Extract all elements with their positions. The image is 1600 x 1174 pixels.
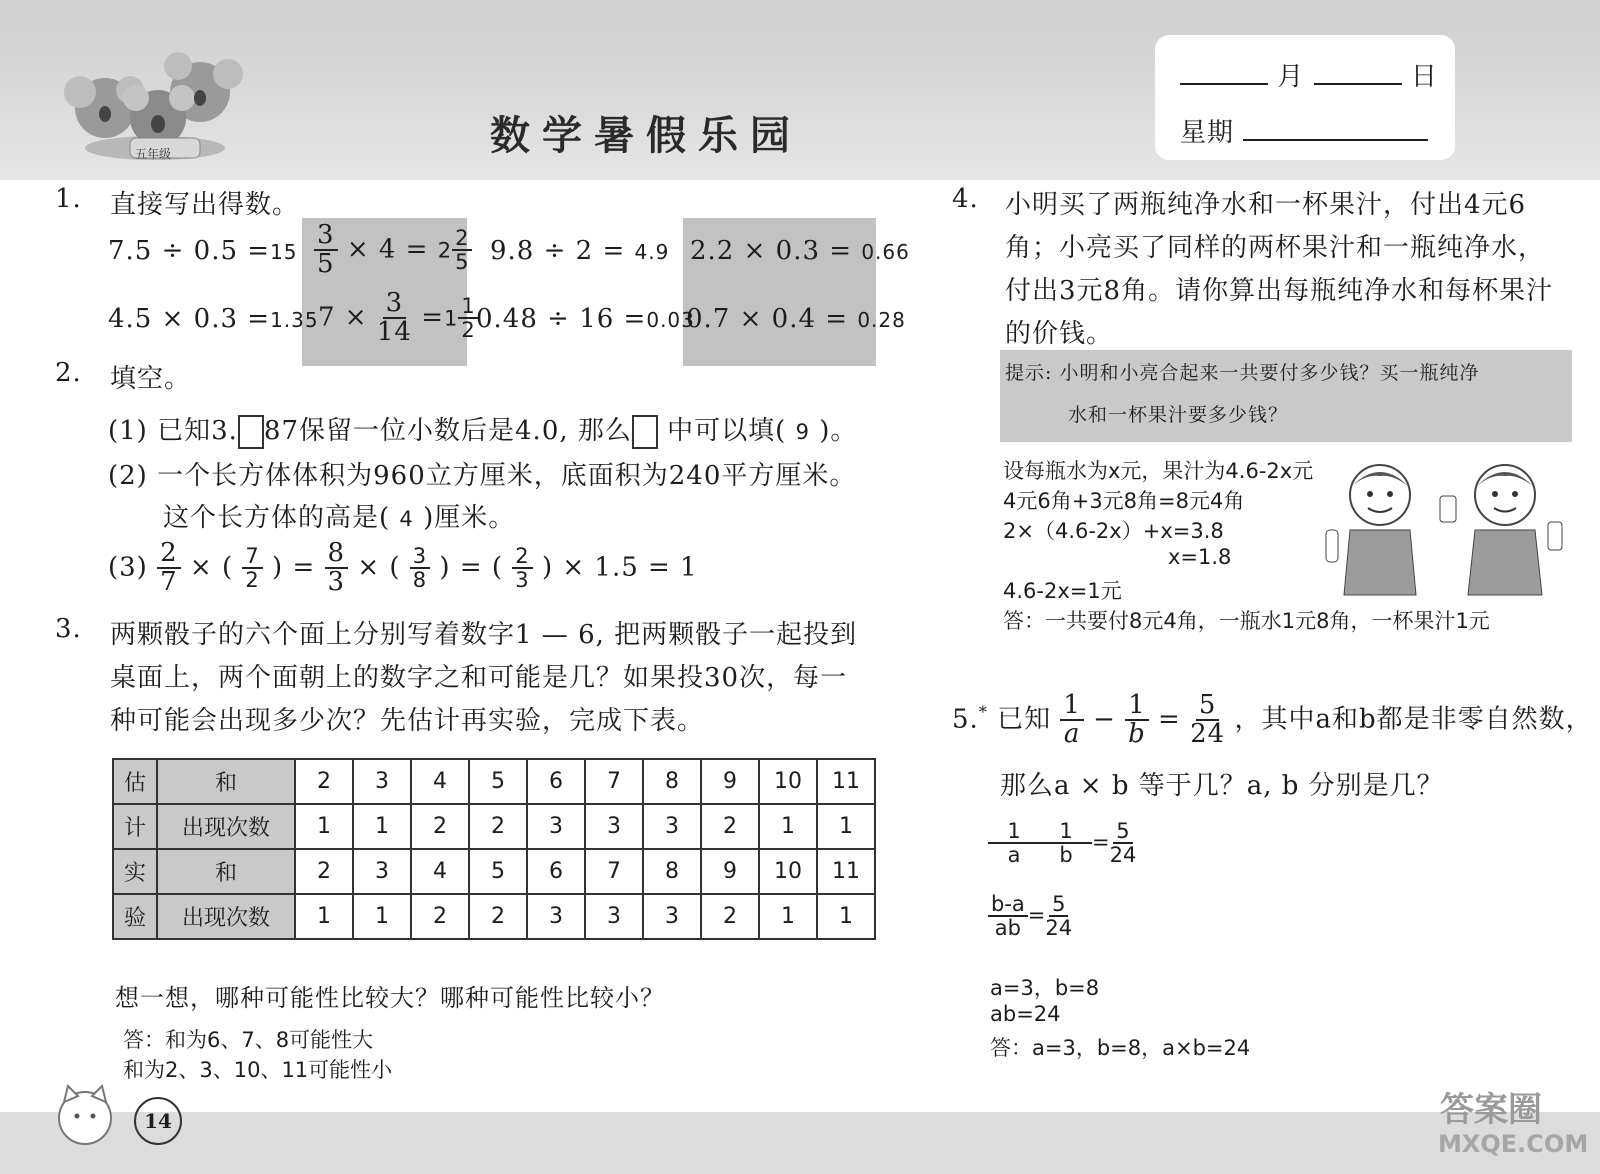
answer-text: 1 [444,306,459,331]
dice-table [112,758,876,940]
q3-number: 3. [55,614,82,644]
q4-work-2: 4元6角+3元8角=8元4角 [1003,489,1245,513]
answer-text: 4.9 [634,240,670,264]
sum-label: 和 [157,849,295,894]
blank-box[interactable] [632,415,658,449]
answer-text: 1.35 [270,308,319,332]
q1-r1-c: 9.8 ÷ 2 = 4.9 [490,236,670,266]
q2-part2-line2: 这个长方体的高是( 4 )厘米。 [163,503,516,533]
q5-answer: 答：a=3，b=8，a×b=24 [990,1036,1251,1060]
q5-line1: 5.* 已知 $\frac{1}{a}$ − $\frac{1}{b}$ = $\frac{5}{24}$ ，其中a和b都是非零自然数， [952,690,1593,750]
watermark-logo: 答案圈 [1440,1090,1542,1130]
table-cell: 3 [585,894,643,939]
table-cell: 1 [759,804,817,849]
q4-work-1: 设每瓶水为x元，果汁为4.6-2x元 [1003,459,1314,483]
q1-r1-a: 7.5 ÷ 0.5 =15 [108,236,298,266]
q5-work-2: $\frac{b-a}{ab}$ = $\frac{5}{24}$ [988,893,1072,939]
day-blank[interactable] [1314,83,1402,85]
sum-label: 和 [157,759,295,804]
q1-r1-b: $\frac{3}{5}$ × 4 = 2 $\frac{2}{5}$ [314,222,472,279]
table-row [113,804,875,849]
q1-prompt: 直接写出得数。 [110,190,300,220]
q1-r2-b: 7 × $\frac{3}{14}$ =1 $\frac{1}{2}$ [318,290,479,347]
count-label: 出现次数 [157,804,295,849]
footer-band [0,1112,1600,1174]
count-label: 出现次数 [157,894,295,939]
table-cell: 1 [295,894,353,939]
month-label: 月 [1277,62,1305,92]
answer-text: 15 [270,240,298,264]
table-row [113,759,875,804]
table-cell: 2 [701,894,759,939]
q1-number: 1. [55,184,82,214]
boys-illustration-icon [1320,460,1570,600]
q5-work-1: $\frac{1}{a}$ $\frac{1}{b}$ = $\frac{5}{24}$ [988,820,1136,866]
exp-label-1: 实 [113,849,157,894]
q5-line2: 那么a × b 等于几？a, b 分别是几？ [1000,771,1444,801]
table-cell: 8 [643,759,701,804]
table-cell: 4 [411,849,469,894]
kitten-icon [50,1080,120,1150]
table-cell: 1 [353,804,411,849]
q4-work-4: x=1.8 [1168,545,1232,569]
q5-work-3: a=3，b=8 [990,976,1100,1000]
table-row [113,894,875,939]
q3-line3: 种可能会出现多少次？先估计再实验，完成下表。 [110,706,705,736]
q2-part1: (1) 已知3. 87保留一位小数后是4.0, 那么 中可以填( 9 )。 [108,410,857,449]
q3-answer-2: 和为2、3、10、11可能性小 [123,1058,393,1082]
q2-number: 2. [55,358,82,388]
table-cell: 8 [643,849,701,894]
table-cell: 5 [469,849,527,894]
watermark-url: MXQE.COM [1438,1130,1589,1158]
q1-r2-c: 0.48 ÷ 16 =0.03 [476,304,695,334]
table-row [113,849,875,894]
table-cell: 2 [295,849,353,894]
q4-line4: 的价钱。 [1005,319,1114,349]
answer-text: 0.66 [861,240,910,264]
table-cell: 7 [585,849,643,894]
table-cell: 3 [643,804,701,849]
table-cell: 2 [701,804,759,849]
table-cell: 11 [817,759,875,804]
day-label: 日 [1410,62,1438,92]
q1-r2-a: 4.5 × 0.3 =1.35 [108,304,319,334]
table-cell: 6 [527,849,585,894]
table-cell: 3 [527,894,585,939]
table-cell: 2 [469,804,527,849]
answer-text: 2 [437,238,453,263]
table-cell: 2 [469,894,527,939]
table-cell: 2 [411,894,469,939]
table-cell: 6 [527,759,585,804]
q3-line2: 桌面上，两个面朝上的数字之和可能是几？如果投30次，每一 [110,663,848,693]
q4-hint-2: 水和一杯果汁要多少钱？ [1068,404,1289,426]
q1-r2-d: 0.7 × 0.4 = 0.28 [686,304,906,334]
table-cell: 3 [585,804,643,849]
q4-work-3: 2×（4.6-2x）+x=3.8 [1003,519,1224,543]
table-cell: 1 [817,894,875,939]
table-cell: 11 [817,849,875,894]
date-line [1180,56,1438,93]
q4-work-5: 4.6-2x=1元 [1003,579,1122,603]
table-cell: 1 [295,804,353,849]
q5-work-4: ab=24 [990,1002,1061,1026]
table-cell: 1 [759,894,817,939]
q2-part3: (3) $\frac{2}{7}$ × ( $\frac{7}{2}$ ) = $\frac{8}{3}$ × ( $\frac{3}{8}$ ) = ( $\frac{2}{3}$ ) × 1.5 = 1 [108,538,698,598]
page-title: 数学暑假乐园 [490,112,802,159]
q3-answer-1: 答：和为6、7、8可能性大 [123,1028,374,1052]
month-blank[interactable] [1180,83,1268,85]
q2-part2-line1: (2) 一个长方体体积为960立方厘米，底面积为240平方厘米。 [108,461,857,491]
table-cell: 10 [759,849,817,894]
blank-box[interactable] [238,415,264,449]
weekday-blank[interactable] [1243,139,1428,141]
q3-think: 想一想，哪种可能性比较大？哪种可能性比较小？ [115,984,665,1012]
answer-text: 4 [399,507,414,531]
table-cell: 5 [469,759,527,804]
table-cell: 10 [759,759,817,804]
q4-answer: 答：一共要付8元4角，一瓶水1元8角，一杯果汁1元 [1003,609,1490,633]
table-cell: 3 [643,894,701,939]
table-cell: 1 [353,894,411,939]
q4-line3: 付出3元8角。请你算出每瓶纯净水和每杯果汁 [1005,276,1554,306]
exp-label-2: 验 [113,894,157,939]
table-cell: 2 [411,804,469,849]
table-cell: 7 [585,759,643,804]
table-cell: 2 [295,759,353,804]
table-cell: 3 [527,804,585,849]
answer-text: 0.28 [857,308,906,332]
page-number: 14 [134,1097,182,1145]
q3-line1: 两颗骰子的六个面上分别写着数字1 — 6, 把两颗骰子一起投到 [110,620,858,650]
q4-line2: 角；小亮买了同样的两杯果汁和一瓶纯净水， [1005,233,1546,263]
q2-prompt: 填空。 [110,364,192,394]
grade-badge: 五年级 [135,147,172,161]
q4-line1: 小明买了两瓶纯净水和一杯果汁，付出4元6 [1005,190,1527,220]
table-cell: 3 [353,849,411,894]
answer-text: 9 [795,420,810,444]
table-cell: 4 [411,759,469,804]
table-cell: 1 [817,804,875,849]
weekday-line [1180,112,1428,149]
q1-r1-d: 2.2 × 0.3 = 0.66 [690,236,910,266]
table-cell: 3 [353,759,411,804]
q4-hint-1: 提示: 小明和小亮合起来一共要付多少钱？买一瓶纯净 [1005,362,1480,384]
table-cell: 9 [701,759,759,804]
answer-text: 0.03 [646,308,695,332]
est-label-2: 计 [113,804,157,849]
q4-number: 4. [952,184,979,214]
table-cell: 9 [701,849,759,894]
weekday-label: 星期 [1180,118,1235,148]
est-label-1: 估 [113,759,157,804]
